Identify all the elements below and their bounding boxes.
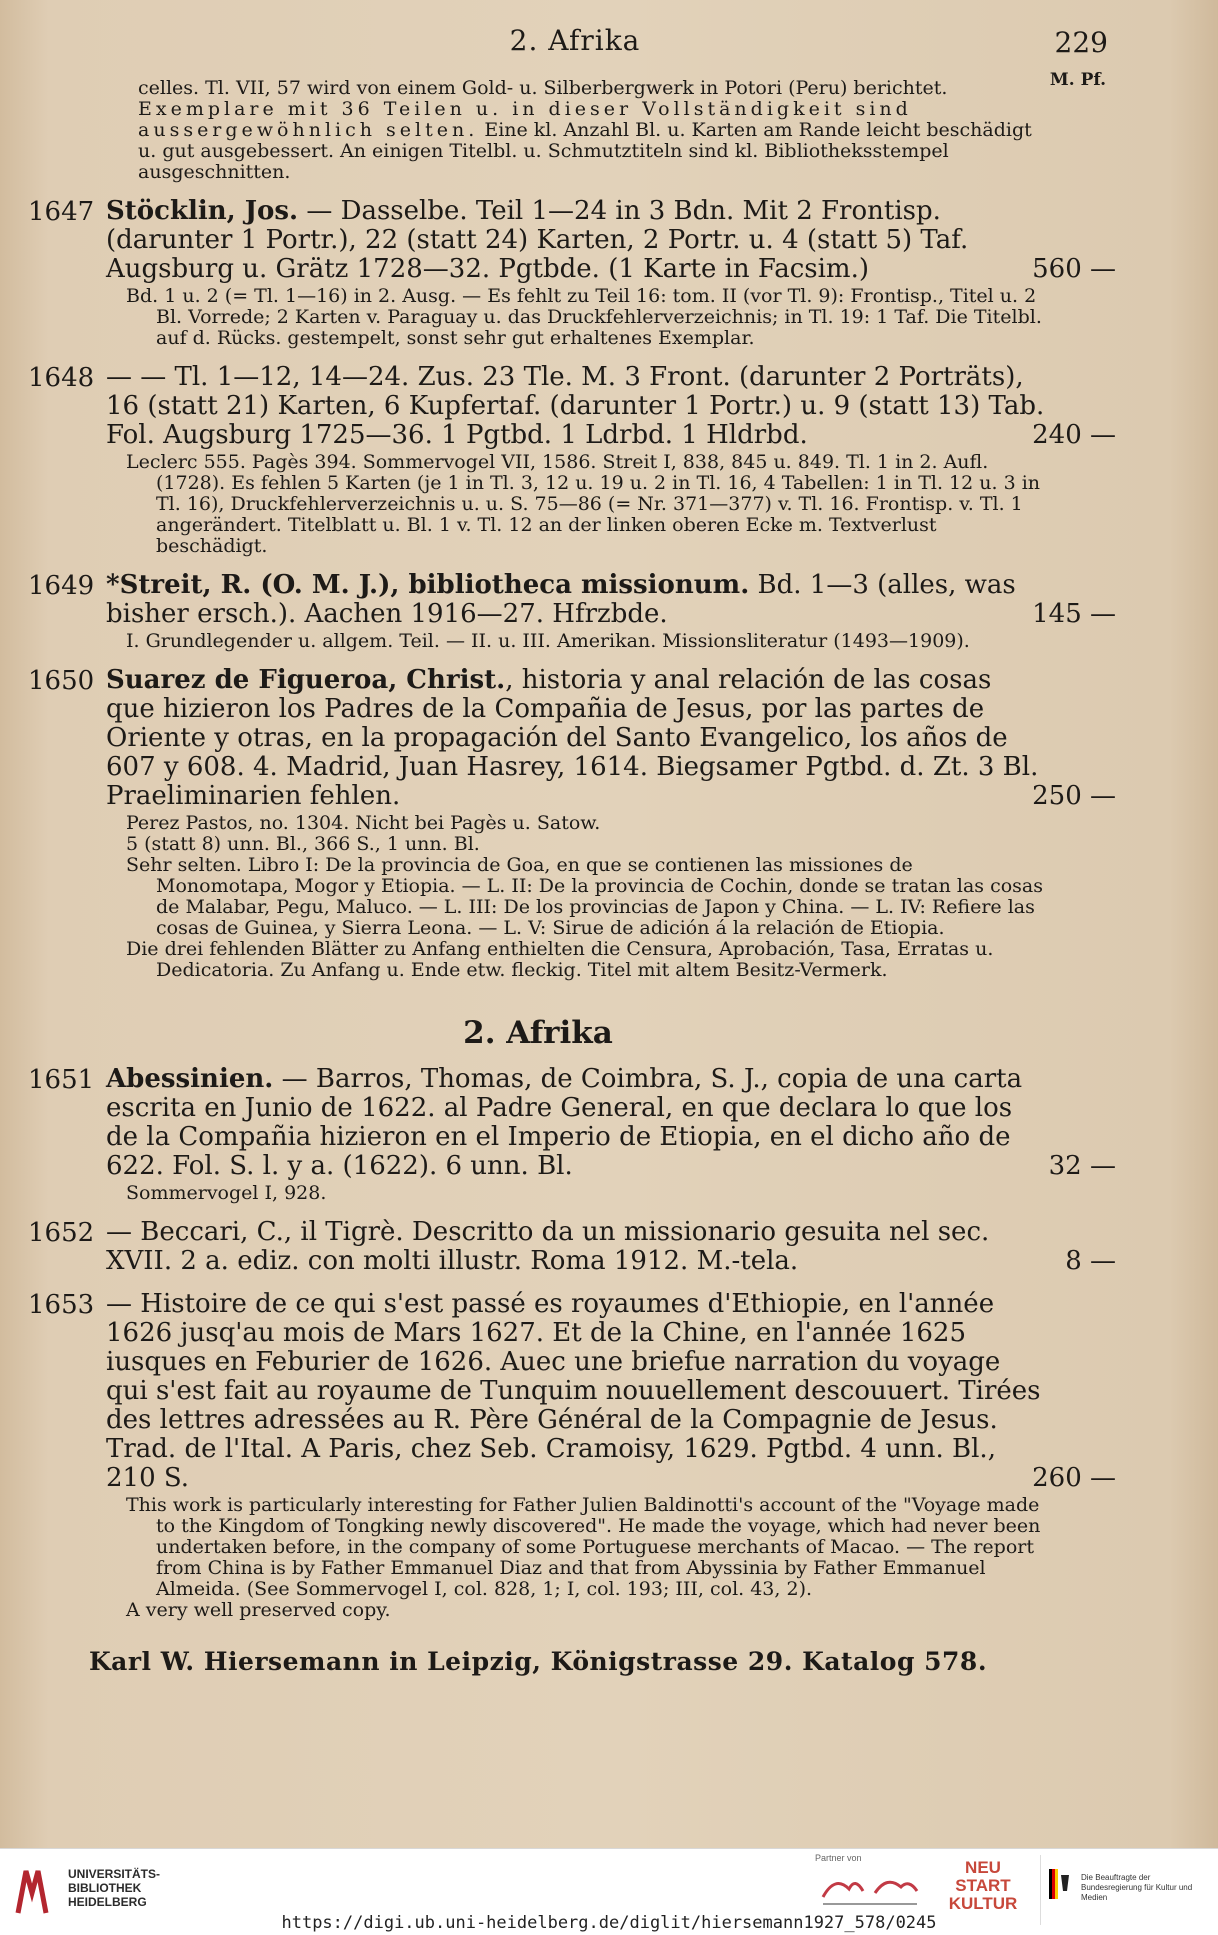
entry-price: 260 —: [1032, 1463, 1116, 1493]
publisher-footer: Karl W. Hiersemann in Leipzig, Königstrasse 29. Katalog 578.: [88, 1647, 988, 1676]
continuation-line: celles. Tl. VII, 57 wird von einem Gold- u. Silberbergwerk in Potori (Peru) berichtet.: [138, 77, 948, 99]
catalog-content: [28, 77, 1116, 1676]
entry-description: [106, 197, 1046, 284]
page-number: 229: [1054, 26, 1108, 59]
entry-note: 5 (statt 8) unn. Bl., 366 S., 1 unn. Bl.: [126, 833, 480, 855]
partner-label: Partner von: [815, 1853, 862, 1863]
continuation-note: [138, 78, 1048, 183]
entry-text: Bd. 1—3 (alles, was bisher ersch.). Aachen 1916—27. Hfrzbde.: [106, 570, 1016, 629]
entry-number: 1650: [28, 666, 95, 696]
entry-price: 8 —: [1065, 1246, 1116, 1276]
entry-note: Die drei fehlenden Blätter zu Anfang enthielten die Censura, Aprobación, Tasa, Erratas u. Dedicatoria. Zu Anfang u. Ende etw. fleckig. Titel mit altem Besitz-Vermerk.: [126, 938, 994, 981]
neustart-line: NEU: [965, 1858, 1001, 1877]
entry-price: 32 —: [1048, 1151, 1116, 1181]
entry-note: Sommervogel I, 928.: [126, 1182, 327, 1204]
entry-price: 240 —: [1032, 420, 1116, 450]
entry-note: Sehr selten. Libro I: De la provincia de Goa, en que se contienen las missiones de Monomotapa, Mogor y Etiopia. — L. II: De la provincia de Cochin, donde se tratan las cosas de Malabar, Pegu, Maluco. — L. III: De los provincias de Japon y China. — L. IV: Refiere las cosas de Guinea, y Sierra Leona. — L. V: Sirue de adición á la relación de Etiopia.: [126, 854, 1043, 939]
entry-lead: Abessinien.: [106, 1064, 274, 1094]
entry-number: 1648: [28, 363, 95, 393]
partner-logo-icon[interactable]: [815, 1867, 925, 1909]
entry-notes: [126, 631, 1046, 652]
library-name-line: HEIDELBERG: [68, 1895, 147, 1909]
library-name[interactable]: [68, 1867, 160, 1909]
government-text: Die Beauftragte der Bundesregierung für Kultur und Medien: [1081, 1873, 1193, 1902]
neustart-line: START: [955, 1876, 1011, 1895]
catalog-entry: [28, 665, 1116, 981]
entries-list-afrika: [28, 1064, 1116, 1621]
entry-notes: [126, 286, 1046, 349]
neustart-line: KULTUR: [948, 1894, 1018, 1913]
entry-price: 145 —: [1032, 599, 1116, 629]
library-name-line: UNIVERSITÄTS-: [68, 1867, 161, 1881]
entry-description: [106, 1065, 1046, 1181]
viewer-bottom-bar: [0, 1848, 1218, 1935]
entry-description: [106, 1290, 1046, 1493]
entry-lead: Suarez de Figueroa, Christ.: [106, 665, 506, 695]
catalog-entry: [28, 1289, 1116, 1621]
entry-lead: *Streit, R. (O. M. J.), bibliotheca missionum.: [106, 570, 750, 600]
running-title: 2. Afrika: [509, 24, 641, 57]
entry-text: — Histoire de ce qui s'est passé es royaumes d'Ethiopie, en l'année 1626 jusq'au mois de Mars 1627. Et de la Chine, en l'année 1625 iusques en Feburier de 1626. Auec une briefue narration du voyage qui s'est fait au royaume de Tunquim nouuellement descouuert. Tirées des lettres adressées au R. Père Général de la Compagnie de Jesus. Trad. de l'Ital. A Paris, chez Seb. Cramoisy, 1629. Pgtbd. 4 unn. Bl., 210 S.: [106, 1289, 1041, 1493]
federal-eagle-icon: [1049, 1869, 1071, 1899]
entry-number: 1653: [28, 1290, 95, 1320]
entry-description: [106, 666, 1046, 811]
entries-list-top: [28, 196, 1116, 981]
catalog-entry: [28, 1064, 1116, 1204]
entry-description: [106, 1218, 1046, 1276]
continuation-emphasis: Exemplare mit 36 Teilen u. in dieser Vollständigkeit sind aussergewöhnlich selten.: [138, 98, 912, 141]
entry-note: Perez Pastos, no. 1304. Nicht bei Pagès u. Satow.: [126, 812, 601, 834]
entry-text: — Barros, Thomas, de Coimbra, S. J., copia de una carta escrita en Junio de 1622. al Padre General, en que declara lo que los de la Compañia hizieron en el Imperio de Etiopia, en el dicho año de 622. Fol. S. l. y a. (1622). 6 unn. Bl.: [106, 1064, 1023, 1181]
entry-note: Bd. 1 u. 2 (= Tl. 1—16) in 2. Ausg. — Es fehlt zu Teil 16: tom. II (vor Tl. 9): Frontisp., Titel u. 2 Bl. Vorrede; 2 Karten v. Paraguay u. das Druckfehlerverzeichnis; in Tl. 19: 1 Taf. Die Titelbl. auf d. Rücks. gestempelt, sonst sehr gut erhaltenes Exemplar.: [126, 285, 1042, 349]
continuation-rest: Eine kl. Anzahl Bl. u. Karten am Rande leicht beschädigt u. gut ausgebessert. An einigen Titelbl. u. Schmutztiteln sind kl. Bibliotheksstempel ausgeschnitten.: [138, 119, 1032, 183]
entry-note: A very well preserved copy.: [126, 1599, 391, 1621]
entry-notes: [126, 813, 1046, 981]
entry-notes: [126, 452, 1046, 557]
continuation-paragraph: [138, 99, 1048, 183]
entry-number: 1647: [28, 197, 95, 227]
entry-number: 1649: [28, 571, 95, 601]
entry-note: I. Grundlegender u. allgem. Teil. — II. u. III. Amerikan. Missionsliteratur (1493—1909).: [126, 630, 970, 652]
entry-description: [106, 571, 1046, 629]
entry-notes: [126, 1183, 1046, 1204]
neustart-kultur-logo[interactable]: [948, 1859, 1018, 1913]
entry-text: — Dasselbe. Teil 1—24 in 3 Bdn. Mit 2 Frontisp. (darunter 1 Portr.), 22 (statt 24) Karten, 2 Portr. u. 4 (statt 5) Taf. Augsburg u. Grätz 1728—32. Pgtbde. (1 Karte in Facsim.): [106, 196, 969, 284]
entry-price: 560 —: [1032, 254, 1116, 284]
entry-text: , historia y anal relación de las cosas que hizieron los Padres de la Compañia de Jesus, por las partes de Oriente y otras, en la propagación del Santo Evangelico, los años de 607 y 608. 4. Madrid, Juan Hasrey, 1614. Biegsamer Pgtbd. d. Zt. 3 Bl. Praeliminarien fehlen.: [106, 665, 1039, 811]
entry-note: This work is particularly interesting for Father Julien Baldinotti's account of the "Voyage made to the Kingdom of Tongking newly discovered". He made the voyage, which had never been undertaken before, in the company of some Portuguese merchants of Macao. — The report from China is by Father Emmanuel Diaz and that from Abyssinia by Father Emmanuel Almeida. (See Sommervogel I, col. 828, 1; I, col. 193; III, col. 43, 2).: [126, 1494, 1041, 1600]
entry-lead: Stöcklin, Jos.: [106, 196, 299, 226]
page-url[interactable]: https://digi.ub.uni-heidelberg.de/diglit/hiersemann1927_578/0245: [281, 1913, 937, 1933]
catalog-entry: [28, 1217, 1116, 1276]
entry-text: — Beccari, C., il Tigrè. Descritto da un missionario gesuita nel sec. XVII. 2 a. ediz. con molti illustr. Roma 1912. M.-tela.: [106, 1217, 990, 1276]
entry-description: [106, 363, 1046, 450]
currency-column-label: M. Pf.: [1049, 70, 1106, 90]
library-name-line: BIBLIOTHEK: [68, 1881, 142, 1895]
catalog-entry: [28, 196, 1116, 349]
entry-price: 250 —: [1032, 781, 1116, 811]
catalog-entry: [28, 362, 1116, 557]
section-title: 2. Afrika: [463, 1015, 613, 1051]
entry-note: Leclerc 555. Pagès 394. Sommervogel VII, 1586. Streit I, 838, 845 u. 849. Tl. 1 in 2. Aufl. (1728). Es fehlen 5 Karten (je 1 in Tl. 3, 12 u. 19 u. 2 in Tl. 16, 4 Tabellen: 1 in Tl. 12 u. 3 in Tl. 16), Druckfehlerverzeichnis u. u. S. 75—86 (= Nr. 371—377) v. Tl. 16. Frontisp. v. Tl. 1 angerändert. Titelblatt u. Bl. 1 v. Tl. 12 an der linken oberen Ecke m. Textverlust beschädigt.: [126, 451, 1041, 557]
entry-number: 1652: [28, 1218, 95, 1248]
entry-text: — — Tl. 1—12, 14—24. Zus. 23 Tle. M. 3 Front. (darunter 2 Porträts), 16 (statt 21) Karten, 6 Kupfertaf. (darunter 1 Portr.) u. 9 (statt 13) Tab. Fol. Augsburg 1725—36. 1 Pgtbd. 1 Ldrbd. 1 Hldrbd.: [106, 362, 1045, 450]
catalog-entry: [28, 570, 1116, 652]
entry-number: 1651: [28, 1065, 95, 1095]
entry-notes: [126, 1495, 1046, 1621]
